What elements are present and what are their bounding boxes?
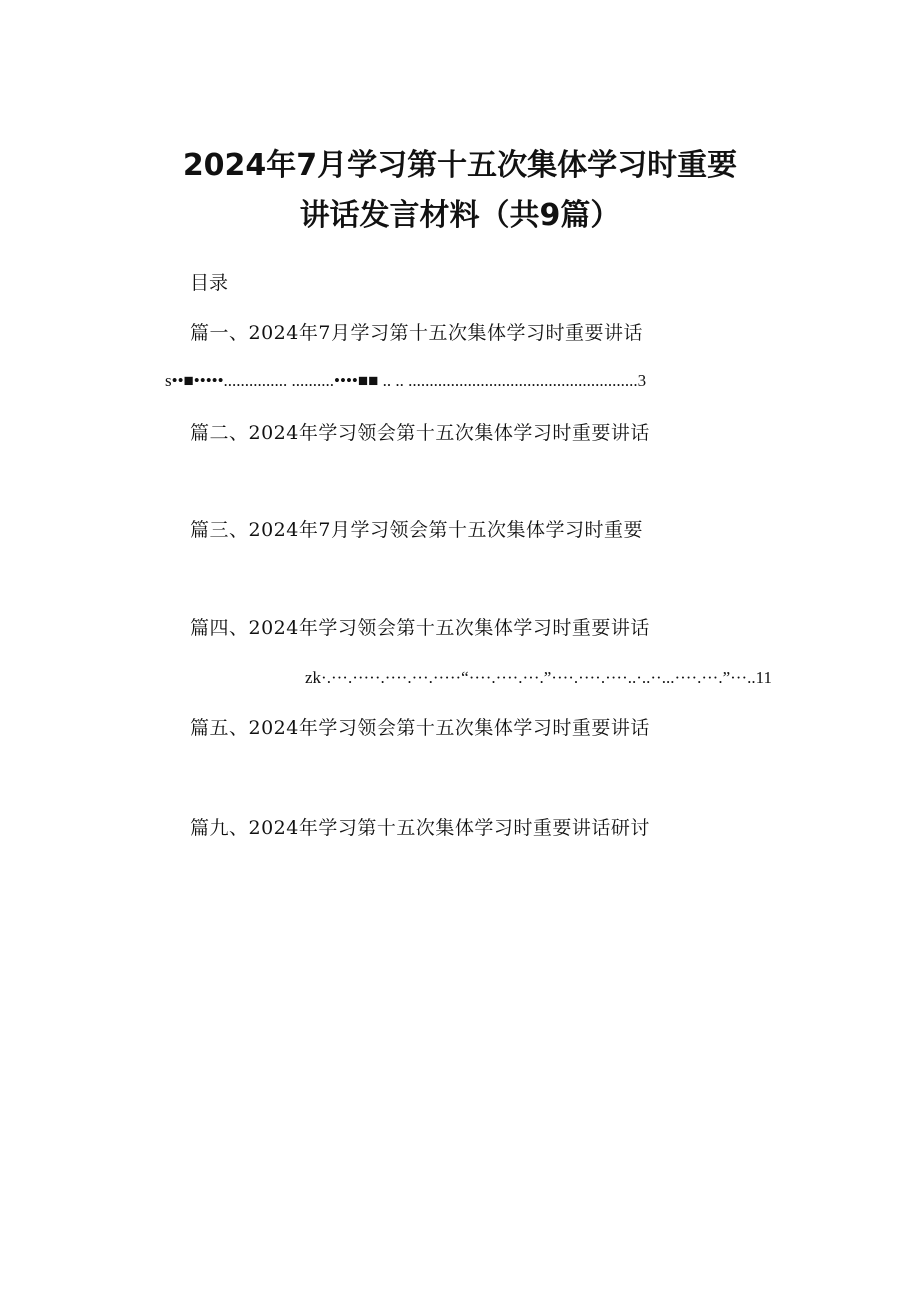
toc-entry-1[interactable]: 篇一、2024年7月学习第十五次集体学习时重要讲话 (190, 322, 643, 344)
document-title-line-2: 讲话发言材料（共9篇） (299, 198, 621, 233)
toc-entry-4-leader: zk·.···.·····.····.···.·····“····.····.···.”····.····.····..·..··...····.···.”···..11 (305, 668, 772, 687)
document-title-line-1: 2024年7月学习第十五次集体学习时重要 (182, 148, 738, 183)
toc-entry-2[interactable]: 篇二、2024年学习领会第十五次集体学习时重要讲话 (190, 422, 650, 444)
toc-entry-1-leader: s••■•••••............... ..........••••■■ .. .. ......................................................3 (165, 371, 647, 390)
toc-entry-9[interactable]: 篇九、2024年学习第十五次集体学习时重要讲话研讨 (190, 817, 650, 839)
toc-entry-4[interactable]: 篇四、2024年学习领会第十五次集体学习时重要讲话 (190, 617, 650, 639)
toc-heading: 目录 (190, 272, 229, 294)
toc-entry-3[interactable]: 篇三、2024年7月学习领会第十五次集体学习时重要 (190, 519, 643, 541)
toc-entry-5[interactable]: 篇五、2024年学习领会第十五次集体学习时重要讲话 (190, 717, 650, 739)
